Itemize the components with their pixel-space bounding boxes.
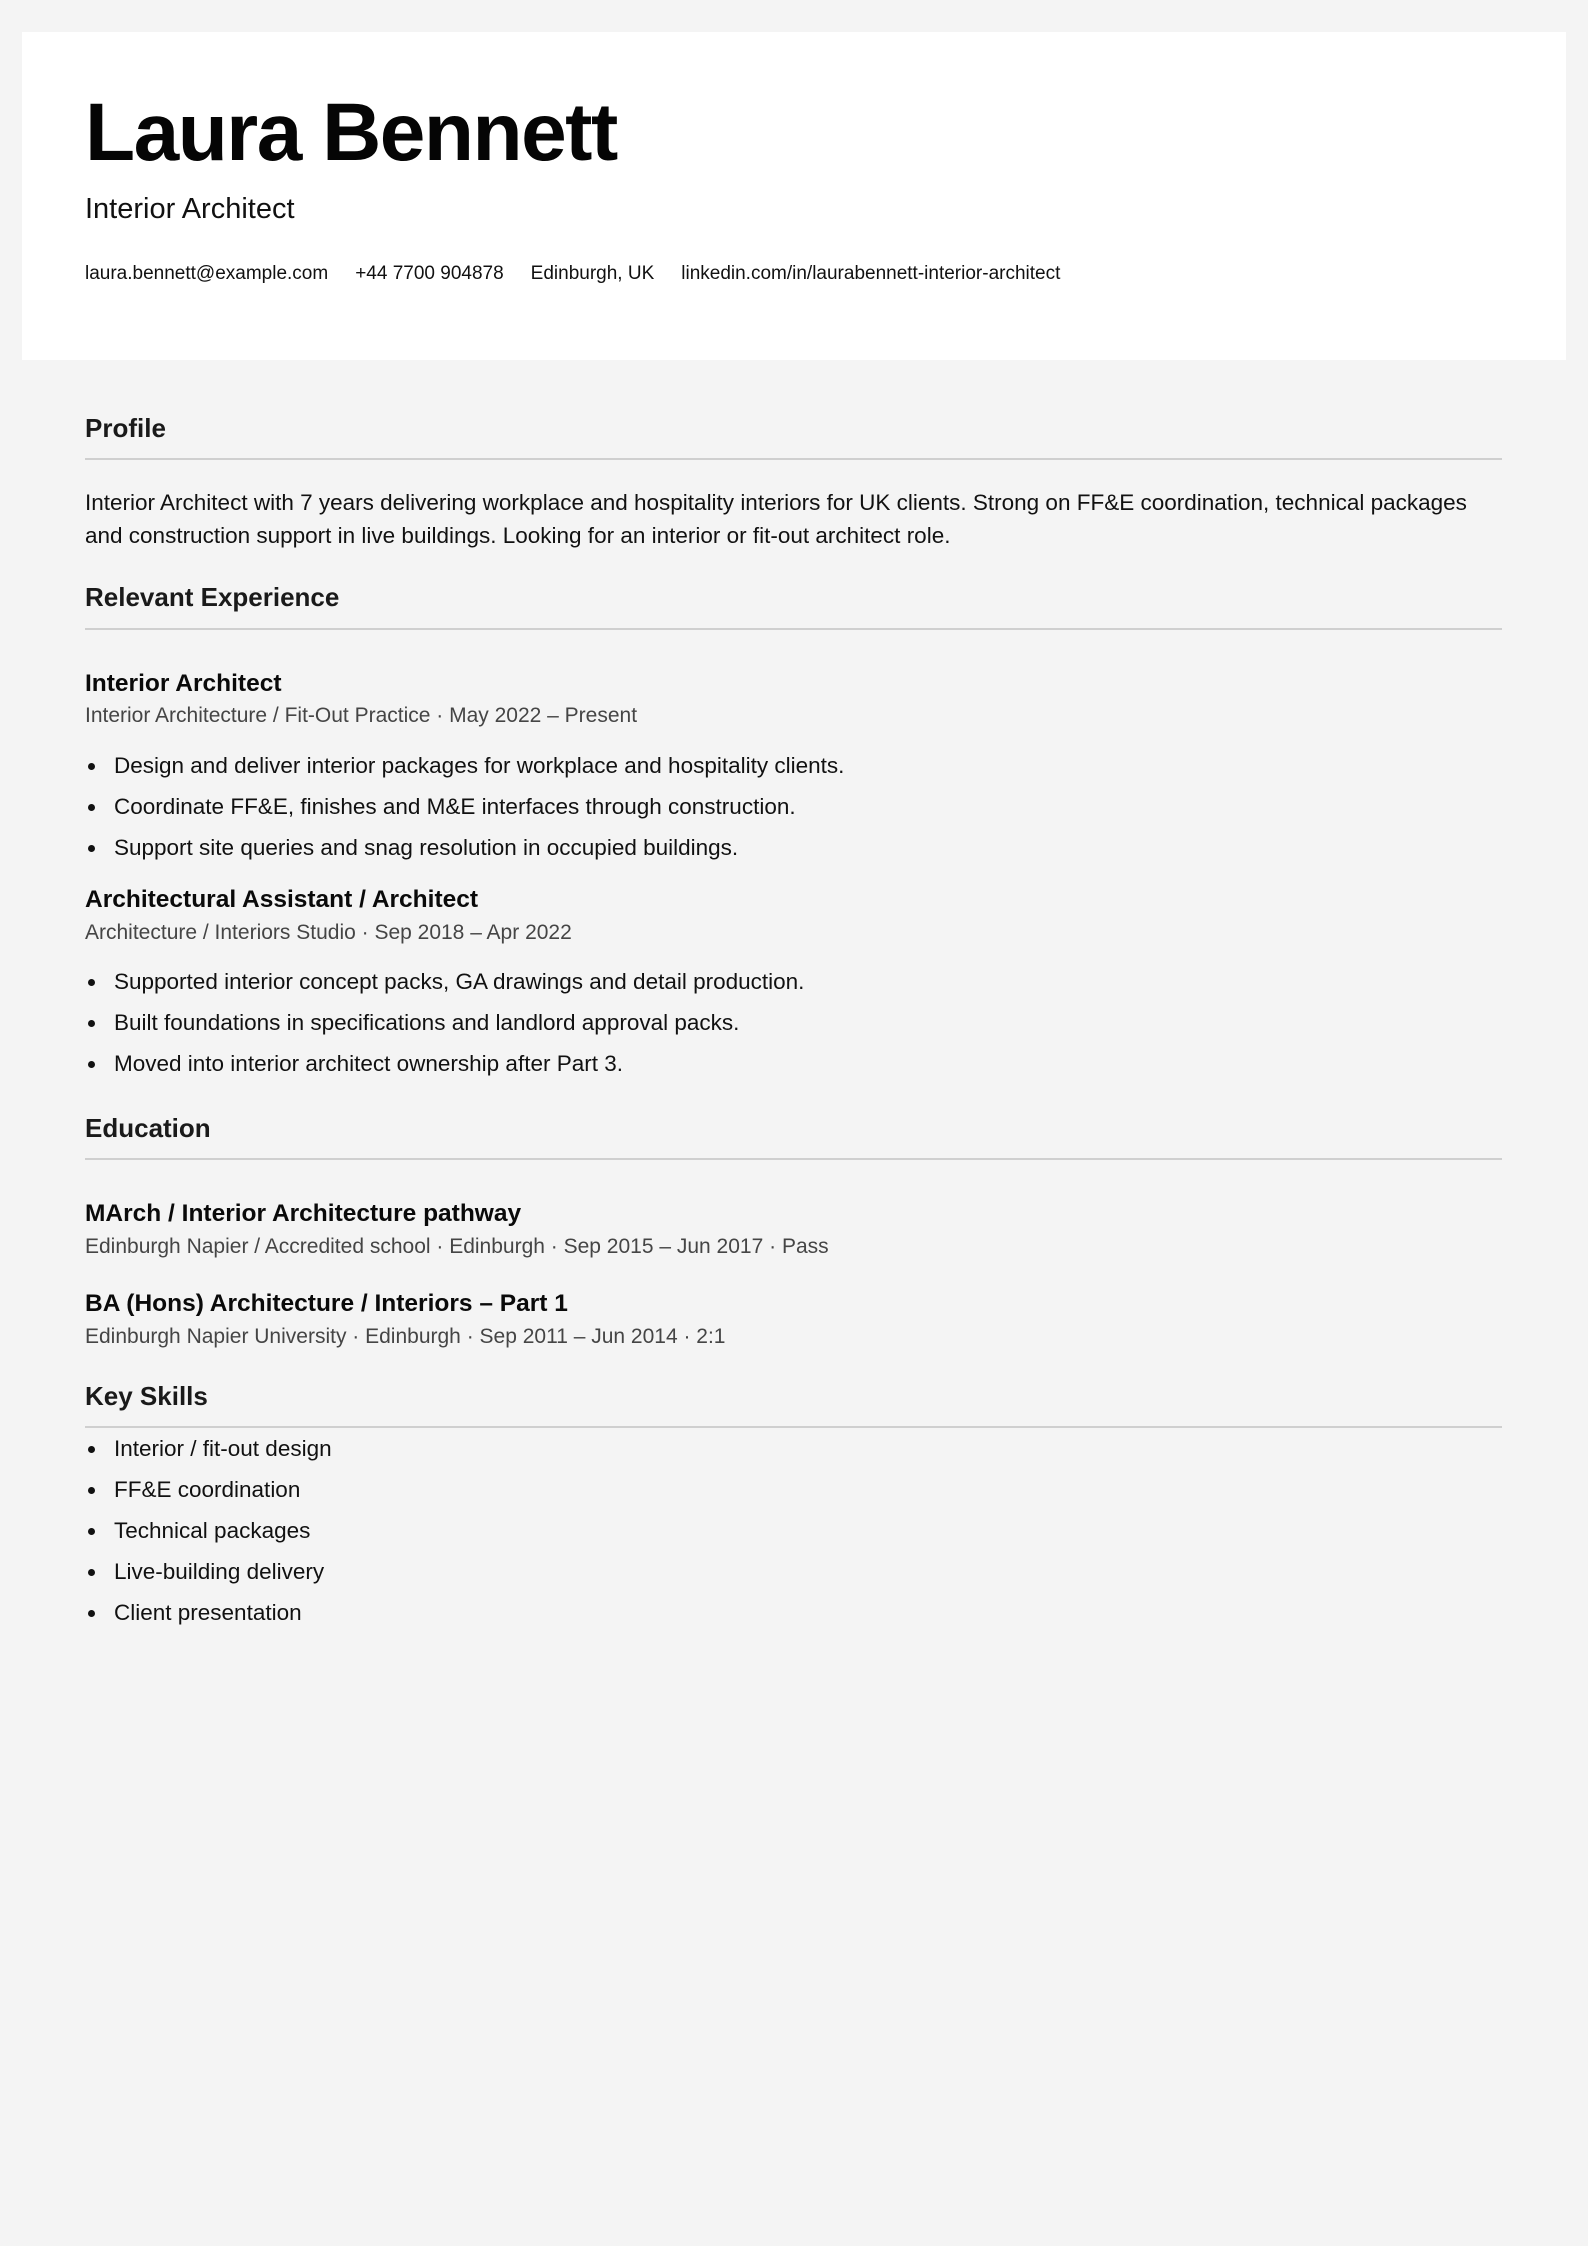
job-meta: Interior Architecture / Fit-Out Practice · May 2022 – Present <box>85 704 638 728</box>
profile-section <box>85 413 1502 552</box>
education-entry <box>85 1198 1502 1261</box>
experience-heading: Relevant Experience <box>85 582 1502 629</box>
candidate-name: Laura Bennett <box>85 87 617 178</box>
skill-item: Technical packages <box>85 1510 1502 1551</box>
job-bullets <box>85 961 1502 1084</box>
education-heading: Education <box>85 1113 1502 1160</box>
job-bullet: Built foundations in specifications and landlord approval packs. <box>85 1002 1502 1043</box>
job-bullet: Coordinate FF&E, finishes and M&E interfaces through construction. <box>85 786 1502 827</box>
education-entry <box>85 1288 1502 1351</box>
skills-heading: Key Skills <box>85 1381 1502 1428</box>
job-bullet: Moved into interior architect ownership after Part 3. <box>85 1043 1502 1084</box>
profile-heading: Profile <box>85 413 1502 460</box>
contact-row <box>85 263 1060 286</box>
contact-phone[interactable]: +44 7700 904878 <box>355 263 504 284</box>
skill-item: Interior / fit-out design <box>85 1428 1502 1469</box>
skills-section <box>85 1381 1502 1633</box>
education-section <box>85 1113 1502 1352</box>
job-title: Architectural Assistant / Architect <box>85 885 479 913</box>
job-bullets <box>85 745 1502 868</box>
degree-meta: Edinburgh Napier / Accredited school · Edinburgh · Sep 2015 – Jun 2017 · Pass <box>85 1235 829 1258</box>
degree-title: BA (Hons) Architecture / Interiors – Part 1 <box>85 1290 568 1318</box>
resume-body <box>85 413 1502 1633</box>
candidate-title: Interior Architect <box>85 193 295 225</box>
contact-linkedin[interactable]: linkedin.com/in/laurabennett-interior-architect <box>681 263 1061 284</box>
contact-email[interactable]: laura.bennett@example.com <box>85 263 329 284</box>
job-meta: Architecture / Interiors Studio · Sep 2018 – Apr 2022 <box>85 920 572 944</box>
job-bullet: Support site queries and snag resolution in occupied buildings. <box>85 827 1502 868</box>
skills-list <box>85 1428 1502 1633</box>
resume-header <box>22 32 1566 360</box>
skill-item: FF&E coordination <box>85 1469 1502 1510</box>
job-title: Interior Architect <box>85 669 282 697</box>
job-bullet: Design and deliver interior packages for workplace and hospitality clients. <box>85 745 1502 786</box>
degree-title: MArch / Interior Architecture pathway <box>85 1200 522 1228</box>
skill-item: Live-building delivery <box>85 1551 1502 1592</box>
job-bullet: Supported interior concept packs, GA drawings and detail production. <box>85 961 1502 1002</box>
contact-location: Edinburgh, UK <box>530 263 655 284</box>
experience-entry <box>85 668 1502 868</box>
experience-entry <box>85 884 1502 1084</box>
skill-item: Client presentation <box>85 1592 1502 1633</box>
profile-text: Interior Architect with 7 years delivering workplace and hospitality interiors for UK clients. Strong on FF&E coordination, technical packages and construction support in live buildings. Looking for an interior or fit-out architect role. <box>85 490 1467 549</box>
experience-section <box>85 582 1502 1084</box>
degree-meta: Edinburgh Napier University · Edinburgh · Sep 2011 – Jun 2014 · 2:1 <box>85 1325 726 1349</box>
